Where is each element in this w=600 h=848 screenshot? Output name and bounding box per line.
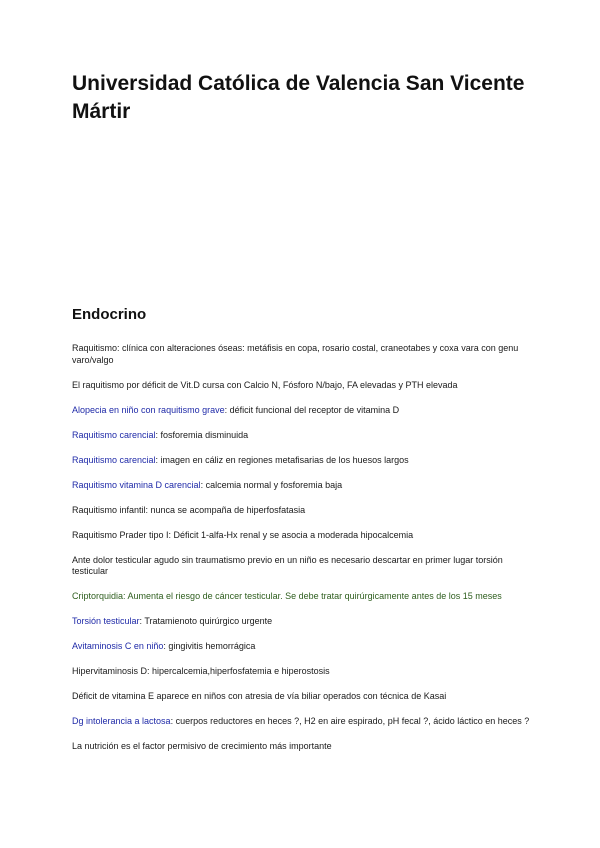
note-item — [72, 430, 532, 442]
page-title: Universidad Católica de Valencia San Vicente Mártir — [72, 72, 525, 123]
note-keyword-link[interactable]: Torsión testicular — [72, 616, 140, 626]
note-item — [72, 666, 532, 678]
note-text: : calcemia normal y fosforemia baja — [200, 479, 343, 490]
note-text: La nutrición es el factor permisivo de crecimiento más importante — [72, 741, 332, 751]
note-item — [72, 741, 532, 753]
note-text: Raquitismo infantil: nunca se acompaña de hiperfosfatasia — [72, 504, 306, 515]
note-text: Criptorquidia: Aumenta el riesgo de cáncer testicular. Se debe tratar quirúrgicamente antes de los 15 meses — [72, 591, 502, 601]
note-item — [72, 505, 532, 517]
note-text: : déficit funcional del receptor de vitamina D — [224, 404, 400, 415]
note-item — [72, 343, 532, 366]
note-item — [72, 480, 532, 492]
note-text: : fosforemia disminuida — [155, 429, 249, 440]
note-text: Ante dolor testicular agudo sin traumatismo previo en un niño es necesario descartar en primer lugar torsión testicular — [72, 554, 503, 576]
note-text: Raquitismo: clínica con alteraciones óseas: metáfisis en copa, rosario costal, craneotabes y coxa vara con genu varo/valgo — [72, 343, 519, 365]
note-text: Raquitismo Prader tipo I: Déficit 1-alfa-Hx renal y se asocia a moderada hipocalcemia — [72, 529, 414, 540]
note-item — [72, 555, 532, 578]
note-item — [72, 641, 532, 653]
note-item — [72, 716, 532, 728]
note-keyword-link[interactable]: Raquitismo vitamina D carencial — [72, 479, 201, 490]
note-keyword-link[interactable]: Alopecia en niño con raquitismo grave — [72, 404, 225, 415]
note-item — [72, 380, 532, 392]
note-text: : gingivitis hemorrágica — [163, 641, 256, 651]
note-keyword-link[interactable]: Dg intolerancia a lactosa — [72, 716, 171, 726]
note-keyword-link[interactable]: Raquitismo carencial — [72, 454, 156, 465]
note-item — [72, 530, 532, 542]
note-text: Hipervitaminosis D: hipercalcemia,hiperfosfatemia e hiperostosis — [72, 666, 330, 676]
note-item — [72, 616, 532, 628]
section-heading: Endocrino — [72, 306, 147, 323]
note-text: : Tratamienoto quirúrgico urgente — [139, 616, 273, 626]
note-item — [72, 591, 532, 603]
note-item — [72, 691, 532, 703]
note-keyword-link[interactable]: Raquitismo carencial — [72, 429, 156, 440]
note-text: : cuerpos reductores en heces ?, H2 en aire espirado, pH fecal ?, ácido láctico en heces ? — [170, 716, 530, 726]
note-item — [72, 455, 532, 467]
note-item — [72, 405, 532, 417]
note-text: El raquitismo por déficit de Vit.D cursa con Calcio N, Fósforo N/bajo, FA elevadas y PTH elevada — [72, 379, 458, 390]
note-text: : imagen en cáliz en regiones metafisarias de los huesos largos — [155, 454, 409, 465]
note-keyword-link[interactable]: Avitaminosis C en niño — [72, 641, 164, 651]
notes-list — [72, 343, 532, 766]
note-text: Déficit de vitamina E aparece en niños con atresia de vía biliar operados con técnica de Kasai — [72, 691, 447, 701]
